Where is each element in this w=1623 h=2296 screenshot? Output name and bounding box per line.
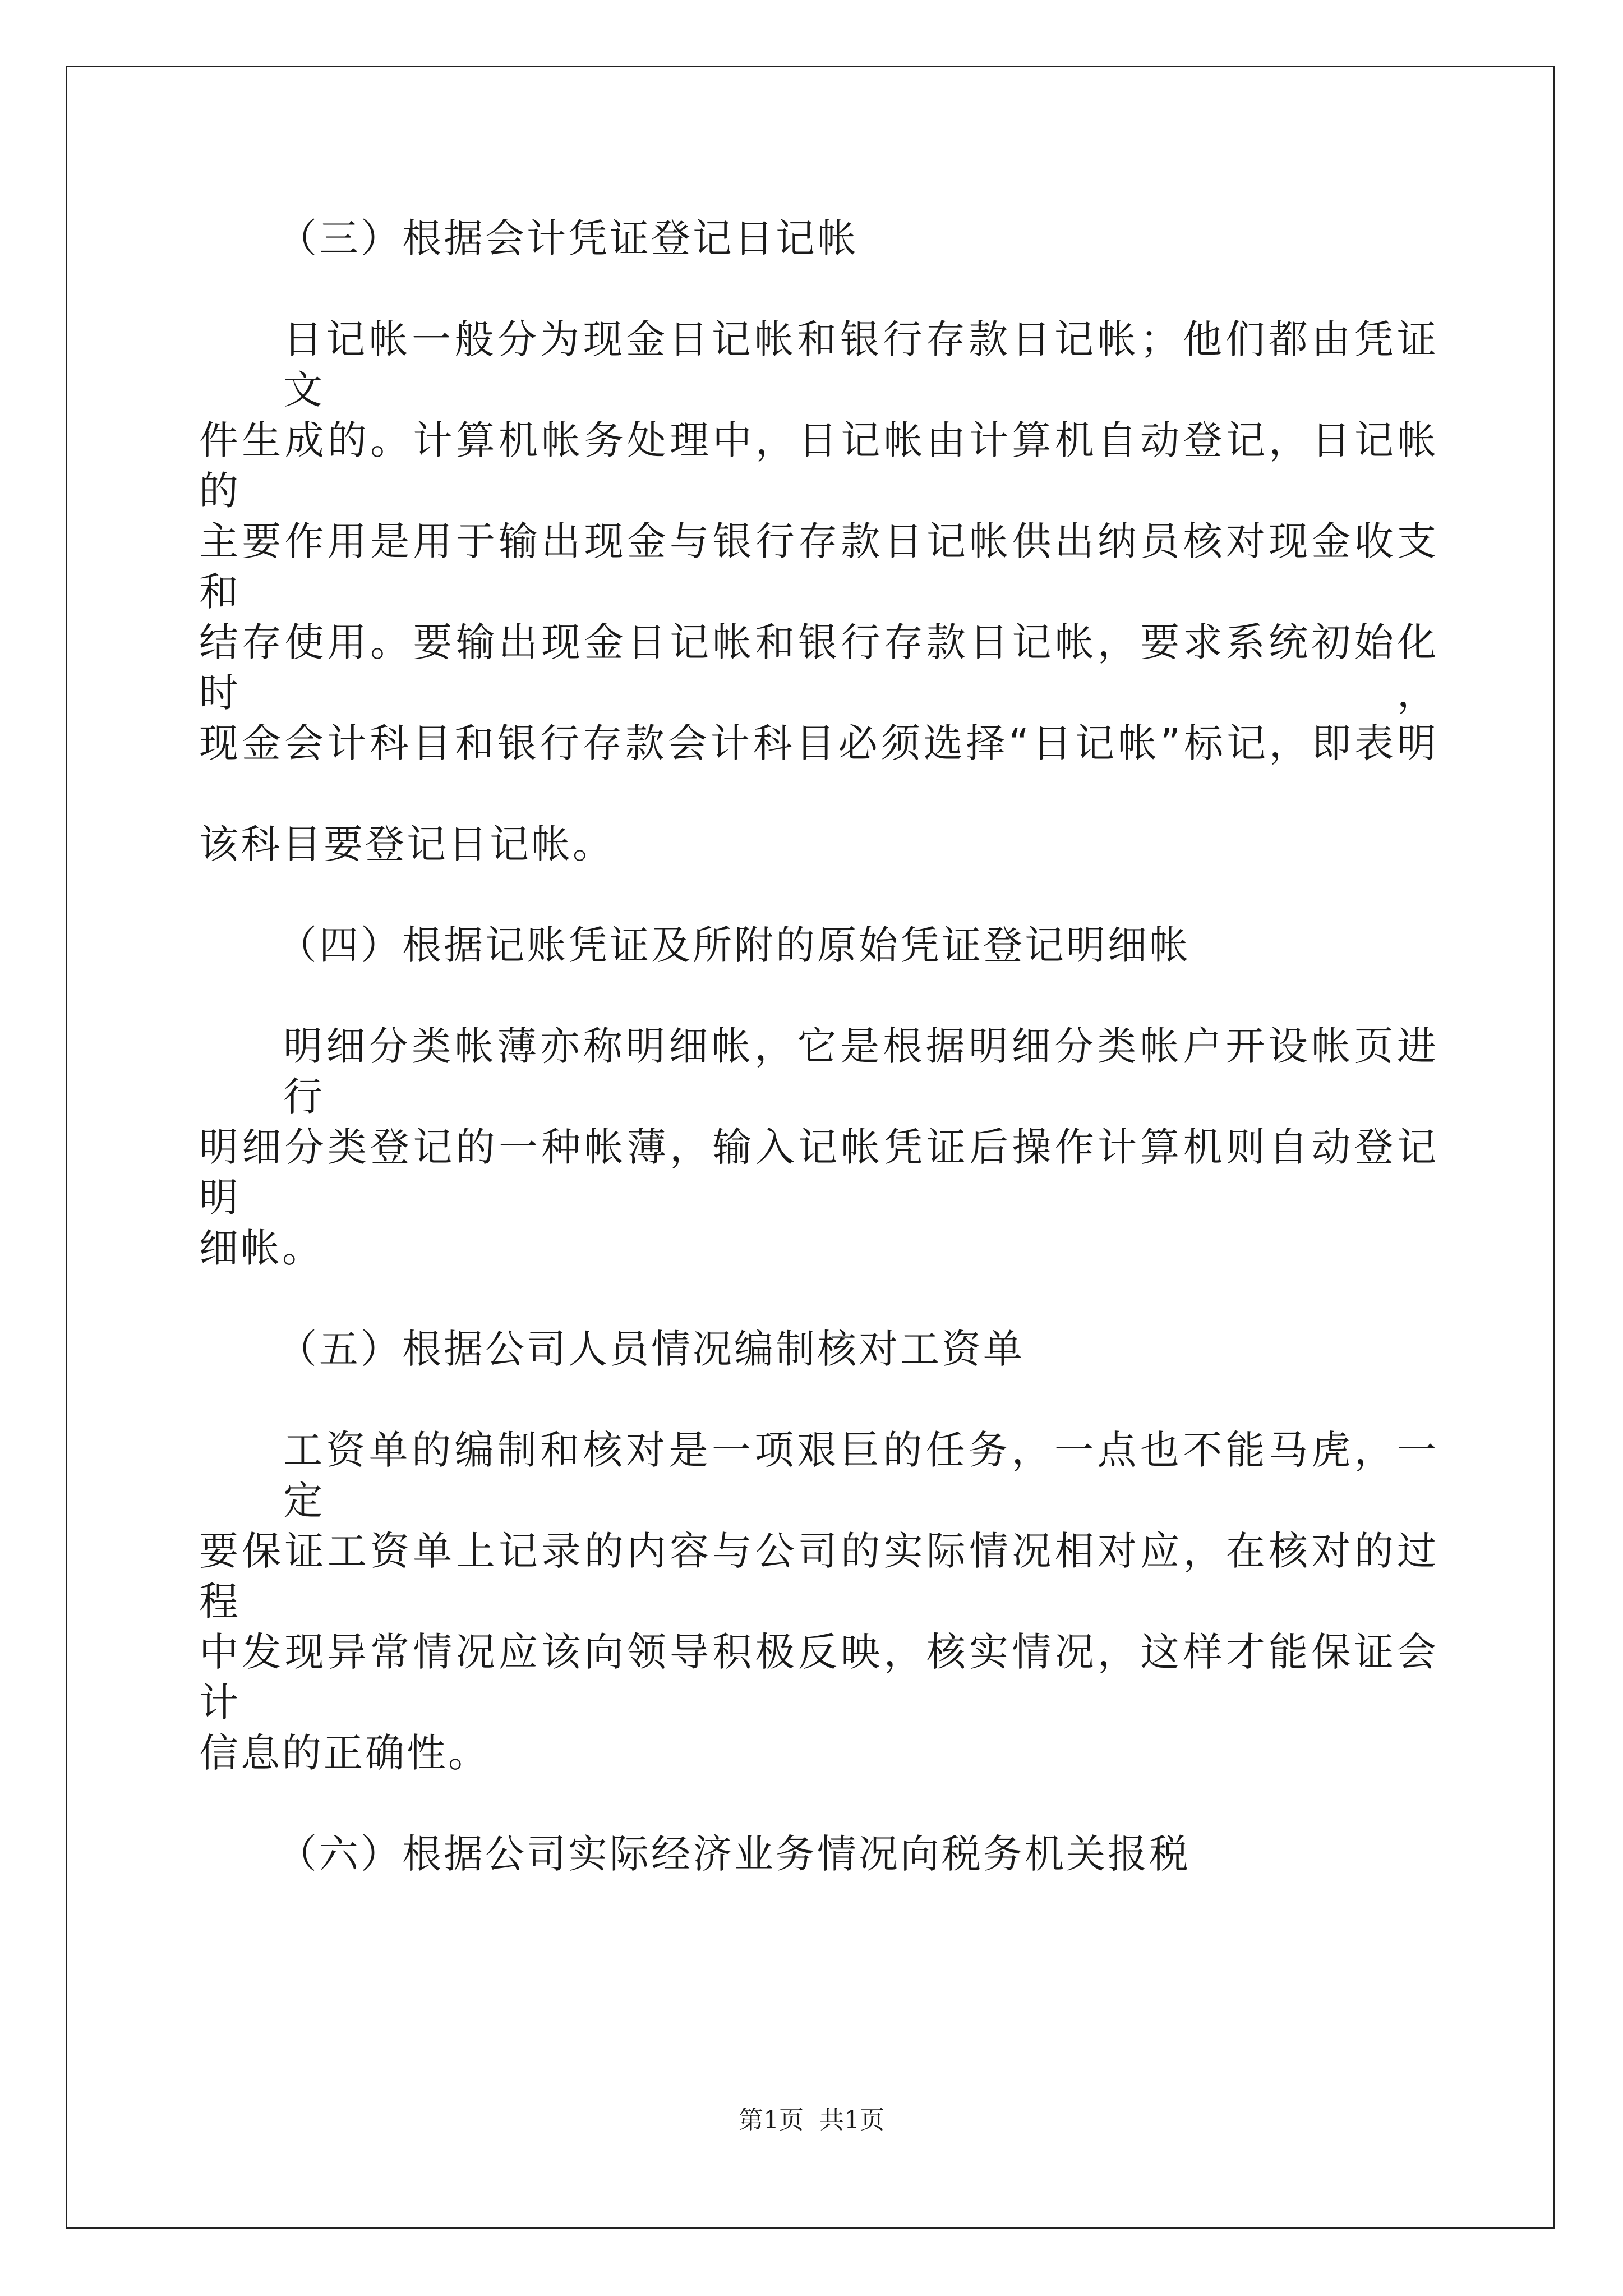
paragraph-line: 主要作用是用于输出现金与银行存款日记帐供出纳员核对现金收支和 — [199, 518, 1438, 615]
paragraph-line: 中发现异常情况应该向领导积极反映，核实情况，这样才能保证会计 — [199, 1629, 1438, 1726]
paragraph-line: 要保证工资单上记录的内容与公司的实际情况相对应，在核对的过程 — [199, 1528, 1438, 1625]
section-heading-5: （五）根据公司人员情况编制核对工资单 — [278, 1326, 1025, 1372]
paragraph-line: 结存使用。要输出现金日记帐和银行存款日记帐，要求系统初始化时， — [199, 619, 1438, 716]
paragraph-line: 件生成的。计算机帐务处理中，日记帐由计算机自动登记，日记帐的 — [199, 417, 1438, 514]
document-body — [199, 213, 1438, 1930]
paragraph-line: 明细分类帐薄亦称明细帐，它是根据明细分类帐户开设帐页进行 — [283, 1023, 1438, 1120]
paragraph-line: 日记帐一般分为现金日记帐和银行存款日记帐；他们都由凭证文 — [283, 316, 1438, 413]
paragraph-line: 细帐。 — [199, 1225, 324, 1271]
section-heading-3: （三）根据会计凭证登记日记帐 — [278, 215, 859, 261]
page-footer: 第1页 共1页 — [739, 2106, 884, 2134]
section-heading-4: （四）根据记账凭证及所附的原始凭证登记明细帐 — [278, 922, 1191, 968]
paragraph-line: 信息的正确性。 — [199, 1730, 490, 1776]
paragraph-line: 工资单的编制和核对是一项艰巨的任务，一点也不能马虎，一定 — [283, 1427, 1438, 1524]
paragraph-line: 该科目要登记日记帐。 — [199, 821, 614, 867]
paragraph-line: 现金会计科目和银行存款会计科目必须选择“日记帐”标记，即表明 — [199, 720, 1438, 766]
paragraph-line: 明细分类登记的一种帐薄，输入记帐凭证后操作计算机则自动登记明 — [199, 1124, 1438, 1221]
section-heading-6: （六）根据公司实际经济业务情况向税务机关报税 — [278, 1831, 1191, 1877]
